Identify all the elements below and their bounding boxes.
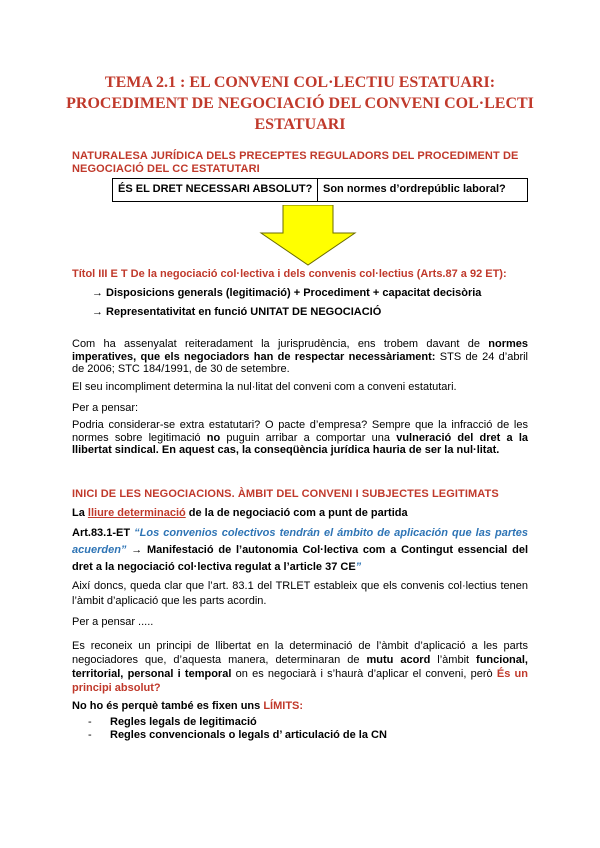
red-text: LÍMITS: [263,700,304,712]
text-run: puguin arribar a comportar una [220,431,397,444]
title-line: TEMA 2.1 : EL CONVENI COL·LECTIU ESTATUARI: [104,74,496,91]
list-item-label: Regles legals de legitimació [110,716,257,728]
paragraph-per-a-pensar-2: Per a pensar ..... [72,616,154,628]
title-line: ESTATUARI [254,116,346,133]
text-run: on es negociarà i s’haurà d’aplicar el conveni, però [231,668,497,680]
question-cell-left: ÉS EL DRET NECESSARI ABSOLUT? [113,179,318,201]
text-run: Art.83.1-ET [72,527,135,539]
section-heading-inici: INICI DE LES NEGOCIACIONS. ÀMBIT DEL CONVENI I SUBJECTES LEGITIMATS [72,488,499,500]
paragraph-jurisprudencia [72,338,528,376]
document-title [60,72,540,135]
paragraph-art-83 [72,525,528,576]
text-run: Com ha assenyalat reiteradament la jurisprudència, ens trobem davant de [72,338,489,350]
question-table [112,178,528,202]
bold-text: mutu acord [366,654,431,666]
paragraph-aixi-doncs: Així doncs, queda clar que l’art. 83.1 del TRLET estableix que els convenis col·lectius tenen l’àmbit d’aplicació que les parts acordin. [72,580,528,607]
red-question: És un principi absolut? [72,668,528,694]
bold-text: vulneració del dret a la llibertat sindical. En aquest cas, la conseqüència jurídica hauria de ser la nul·litat. [72,431,528,456]
paragraph-incompliment: El seu incompliment determina la nul·litat del conveni com a conveni estatutari. [72,381,457,393]
text-run: de la de negociació com a punt de partida [185,507,408,519]
text-run: Es reconeix un principi de llibertat en la determinació de l’àmbit d’aplicació a les parts negociadores que, d’aquesta manera, determinaran de [72,640,528,666]
paragraph-per-a-pensar: Per a pensar: [72,402,139,414]
bold-text: funcional, territorial, personal i temporal [72,654,528,680]
question-cell-right: Son normes d’ordrepúblic laboral? [323,183,506,195]
paragraph-lliure-determinacio [72,507,528,520]
title-line: PROCEDIMENT DE NEGOCIACIÓ DEL CONVENI COL·LECTI [66,95,534,112]
bold-text: normes imperatives, que els negociadors han de respectar necessàriament: [72,338,528,363]
bullet-dash: - [88,729,92,741]
bullet-dash: - [88,716,92,728]
text-run: No ho és perquè també es fixen uns [72,700,264,712]
list-item [88,729,387,741]
text-run: l’àmbit [430,654,477,666]
quote-mark: ” [355,561,362,573]
list-item-label: Regles convencionals o legals d’ articulació de la CN [110,729,387,741]
section-heading-naturalesa [72,150,532,176]
paragraph-extra-estatutari [72,419,528,457]
text-run: La [72,507,88,519]
heading-line: NATURALESA JURÍDICA DELS PRECEPTES REGULADORS DEL PROCEDIMENT DE [72,150,519,162]
text-run: → Manifestació de l’autonomia Col·lectiva com a Contingut essencial del dret a la negociació col·lectiva regulat a l’article 37 CE [72,544,528,573]
list-item [88,716,257,728]
down-arrow-icon [258,205,358,267]
quote-text: “Los convenios colectivos tendrán el ámbito de aplicación que las partes acuerden” [72,527,529,556]
underlined-text: lliure determinació [87,507,186,519]
list-item: → Representativitat en funció UNITAT DE NEGOCIACIÓ [92,306,382,318]
bold-text: no [206,431,221,444]
text-run: STS de 24 d’abril de 2006; STC 184/1991, de 30 de setembre. [72,350,528,375]
list-item: → Disposicions generals (legitimació) + Procediment + capacitat decisòria [92,287,482,299]
heading-line: NEGOCIACIÓ DEL CC ESTATUTARI [72,163,260,175]
paragraph-limits [72,700,528,713]
paragraph-principi-llibertat [72,639,528,695]
text-run: Podria considerar-se extra estatutari? O pacte d’empresa? Sempre que la infracció de les normes sobre legitimació [72,419,528,444]
titol-iii-heading: Títol III E T De la negociació col·lectiva i dels convenis col·lectius (Arts.87 a 92 ET): [72,268,507,280]
